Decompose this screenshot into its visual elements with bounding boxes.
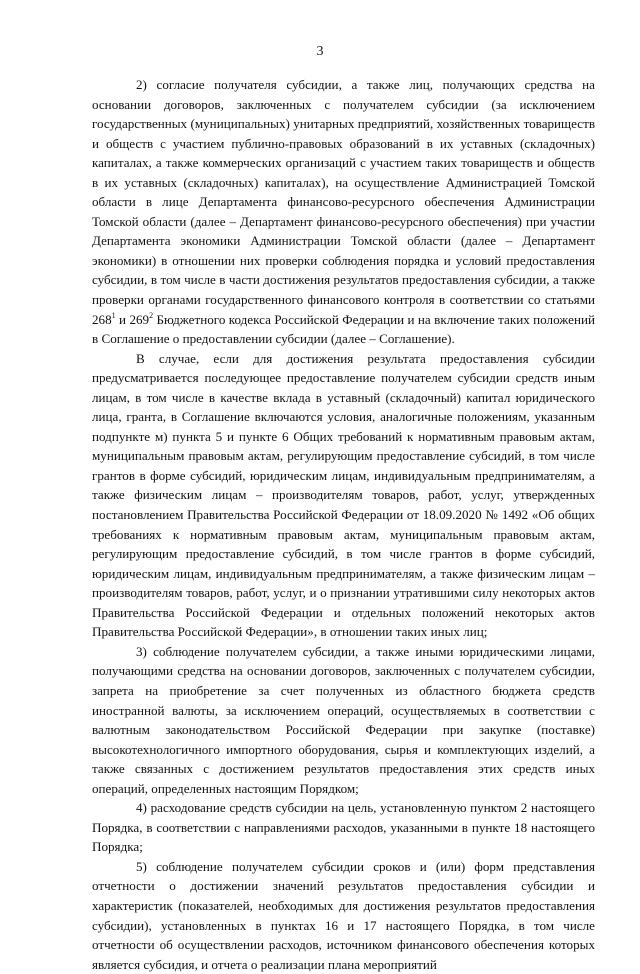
document-body	[92, 75, 595, 974]
paragraph-item-4: 4) расходование средств субсидии на цель, установленную пунктом 2 настоящего Порядка, в соответствии с направлениями расходов, указанными в пункте 18 настоящего Порядка;	[92, 800, 595, 855]
paragraph-subsidy-other-persons: В случае, если для достижения результата предоставления субсидии предусматривается последующее предоставление получателем субсидии средств иным лицам, в том числе в качестве вклада в уставный (складочный) капитал юридического лица, гранта, в Соглашение включаются условия, аналогичные положениям, указанным подпункте м) пункта 5 и пункте 6 Общих требований к нормативным правовым актам, муниципальным правовым актам, регулирующим предоставление субсидий, в том числе грантов в форме субсидий, юридическим лицам, индивидуальным предпринимателям, а также физическим лицам – производителям товаров, работ, услуг, утвержденных постановлением Правительства Российской Федерации от 18.09.2020 № 1492 «Об общих требованиях к нормативным правовым актам, муниципальным правовым актам, регулирующим предоставление субсидий, в том числе грантов в форме субсидий, юридическим лицам, индивидуальным предпринимателям, а также физическим лицам – производителям товаров, работ, услуг, и о признании утратившими силу некоторых актов Правительства Российской Федерации и отдельных положений некоторых актов Правительства Российской Федерации», в отношении таких иных лиц;	[92, 350, 595, 640]
paragraph-item-5: 5) соблюдение получателем субсидии сроков и (или) форм представления отчетности о достижении значений результатов предоставления субсидии и характеристик (показателей, необходимых для достижения результатов предоставления субсидии), установленных в пунктах 16 и 17 настоящего Порядка, в том числе отчетности об осуществлении расходов, источником финансового обеспечения которых является субсидия, и отчета о реализации плана мероприятий	[92, 858, 595, 972]
paragraph-item-2	[92, 75, 595, 349]
superscript-1: 1	[111, 310, 116, 320]
paragraph-item-3: 3) соблюдение получателем субсидии, а также иными юридическими лицами, получающими средства на основании договоров, заключенных с получателем субсидии, запрета на приобретение за счет полученных из областного бюджета средств иностранной валюты, за исключением операций, осуществляемых в соответствии с валютным законодательством Российской Федерации при закупке (поставке) высокотехнологичного импортного оборудования, сырья и комплектующих изделий, а также связанных с достижением результатов предоставления этих средств иных операций, определенных настоящим Порядком;	[92, 643, 595, 796]
superscript-2: 2	[149, 310, 154, 320]
paragraph-text: 2) согласие получателя субсидии, а также лиц, получающих средства на основании договоров, заключенных с получателем субсидии (за исключением государственных (муниципальных) унитарных предприятий, хозяйственных товариществ и обществ с участием публично-правовых образований в их уставных (складочных) капиталах, а также коммерческих организаций с участием таких товариществ и обществ в их уставных (складочных) капиталах), на осуществление Администрацией Томской области в лице Департамента финансово-ресурсного обеспечения Администрации Томской области (далее – Департамент финансово-ресурсного обеспечения) при участии Департамента экономики Администрации Томской области (далее – Департамент экономики) в отношении них проверки соблюдения порядка и условий предоставления субсидии, в том числе в части достижения результатов предоставления субсидии, а также проверки органами государственного финансового контроля в соответствии со статьями 268	[92, 77, 595, 327]
page-number: 3	[316, 44, 324, 59]
paragraph-text: и 269	[115, 311, 150, 327]
paragraph-text: Бюджетного кодекса Российской Федерации и на включение таких положений в Соглашение о предоставлении субсидии (далее – Соглашение).	[92, 311, 595, 347]
